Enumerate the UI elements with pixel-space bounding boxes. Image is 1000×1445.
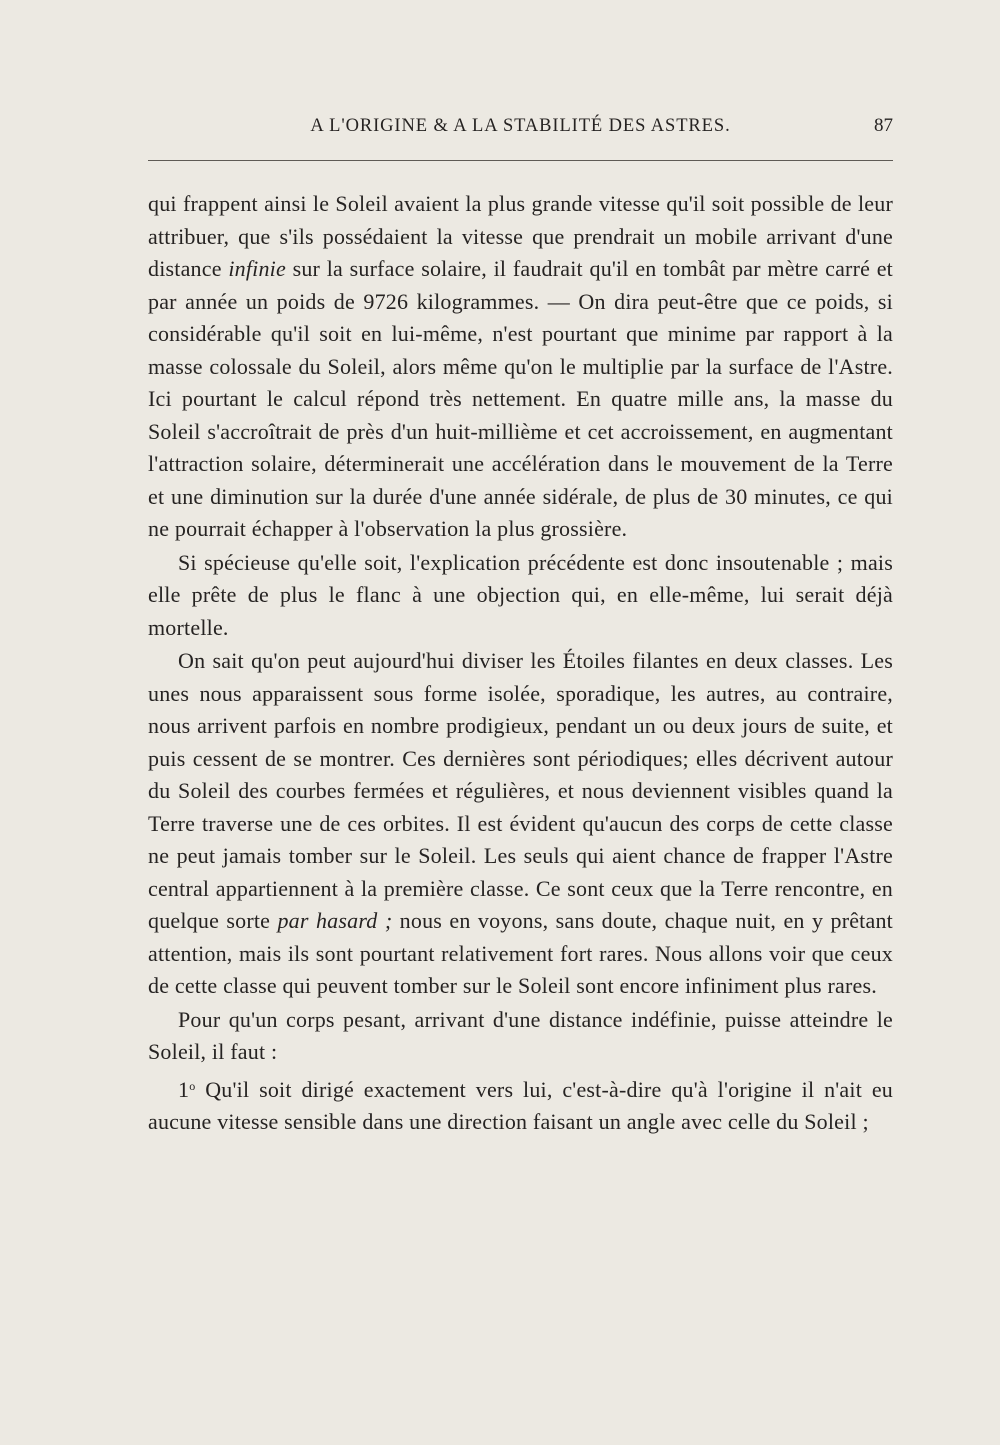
paragraph-1-text-a: qui frappent ainsi le Soleil avaient la plus grande vitesse qu'il soit possible de leur attribuer, que s'ils possédaient la vitesse que prendrait un mobile arrivant d'une distance — [148, 191, 893, 281]
running-head — [148, 112, 893, 142]
paragraph-3-text-a: On sait qu'on peut aujourd'hui diviser les Étoiles filantes en deux classes. Les unes nous apparaissent sous forme isolée, sporadique, les autres, au contraire, nous arrivent parfois en nombre prodigieux, pendant un ou deux jours de suite, et puis cessent de se montrer. Ces dernières sont périodiques; elles décrivent autour du Soleil des courbes fermées et régulières, et nous deviennent visibles quand la Terre traverse une de ces orbites. Il est évident qu'aucun des corps de cette classe ne peut jamais tomber sur le Soleil. Les seuls qui aient chance de frapper l'Astre central appartiennent à la première classe. Ce sont ceux que la Terre rencontre, en quelque sorte — [148, 648, 893, 933]
page-number: 87 — [874, 115, 893, 136]
paragraph-3 — [148, 645, 893, 1003]
ordinal-marker: o — [189, 1078, 196, 1093]
paragraph-2: Si spécieuse qu'elle soit, l'explication précédente est donc insoutenable ; mais elle prête de plus le flanc à une objection qui, en elle-même, lui serait déjà mortelle. — [148, 549, 893, 640]
paragraph-5-text: Qu'il soit dirigé exactement vers lui, c'est-à-dire qu'à l'origine il n'ait eu aucune vitesse sensible dans une direction faisant un angle avec celle du Soleil ; — [148, 1076, 893, 1134]
paragraph-1 — [148, 188, 893, 546]
list-number: 1 — [178, 1076, 190, 1102]
paragraph-3-text-c: nous en voyons, sans doute, chaque nuit, en y prêtant attention, mais ils sont pourtant relativement fort rares. Nous allons voir que ceux de cette classe qui peuvent tomber sur le Soleil sont encore infiniment plus rares. — [148, 908, 893, 998]
running-title: A L'ORIGINE & A LA STABILITÉ DES ASTRES. — [310, 116, 731, 136]
paragraph-1-text-c: sur la surface solaire, il faudrait qu'il en tombât par mètre carré et par année un poids de 9726 kilogrammes. — On dira peut-être que ce poids, si considérable qu'il soit en lui-même, n'est pourtant que minime par rapport à la masse colossale du Soleil, alors même qu'on le multiplie par la surface de l'Astre. Ici pourtant le calcul répond très nettement. En quatre mille ans, la masse du Soleil s'accroîtrait de près d'un huit-millième et cet accroissement, en augmentant l'attraction solaire, déterminerait une accélération dans le mouvement de la Terre et une diminution sur la durée d'une année sidérale, de plus de 30 minutes, ce qui ne pourrait échapper à l'observation la plus grossière. — [148, 256, 893, 541]
paragraph-5 — [148, 1070, 893, 1139]
paragraph-1-emphasis: infinie — [228, 256, 286, 281]
paragraph-3-emphasis: par hasard ; — [277, 908, 393, 933]
body-text — [148, 188, 893, 1140]
header-rule — [148, 160, 893, 161]
paragraph-4: Pour qu'un corps pesant, arrivant d'une distance indéfinie, puisse atteindre le Soleil, il faut : — [148, 1006, 893, 1064]
